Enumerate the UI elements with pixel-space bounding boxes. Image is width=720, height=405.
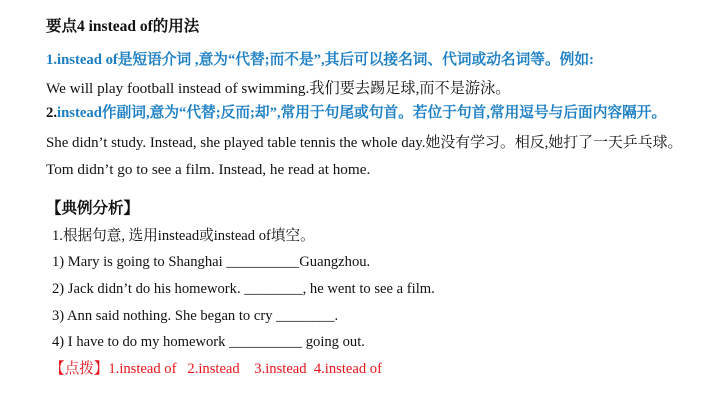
example-1: We will play football instead of swimming.我们要去踢足球,而不是游泳。 bbox=[46, 80, 511, 97]
question-2: 2) Jack didn’t do his homework. ________, he went to see a film. bbox=[52, 281, 435, 297]
page-title: 要点4 instead of的用法 bbox=[46, 18, 200, 35]
rule-2 bbox=[46, 103, 666, 123]
question-4: 4) I have to do my homework __________ going out. bbox=[52, 334, 365, 350]
question-3: 3) Ann said nothing. She began to cry ________. bbox=[52, 308, 339, 324]
rule-2-keyword: instead bbox=[57, 105, 102, 121]
rule-1: 1.instead of是短语介词 ,意为“代替;而不是”,其后可以接名词、代词或动名词等。例如: bbox=[46, 52, 594, 68]
rule-2-text: 作副词,意为“代替;反而;却”,常用于句尾或句首。若位于句首,常用逗号与后面内容隔开。 bbox=[101, 105, 667, 121]
example-3: Tom didn’t go to see a film. Instead, he read at home. bbox=[46, 161, 371, 178]
exercise-instruction: 1.根据句意, 选用instead或instead of填空。 bbox=[52, 228, 315, 244]
example-2: She didn’t study. Instead, she played table tennis the whole day.她没有学习。相反,她打了一天乒乓球。 bbox=[46, 135, 683, 151]
rule-2-number: 2. bbox=[46, 105, 58, 121]
analysis-title: 【典例分析】 bbox=[46, 200, 140, 217]
question-1: 1) Mary is going to Shanghai __________Guangzhou. bbox=[52, 254, 371, 270]
answer-key: 【点拨】1.instead of 2.instead 3.instead 4.instead of bbox=[50, 361, 382, 377]
